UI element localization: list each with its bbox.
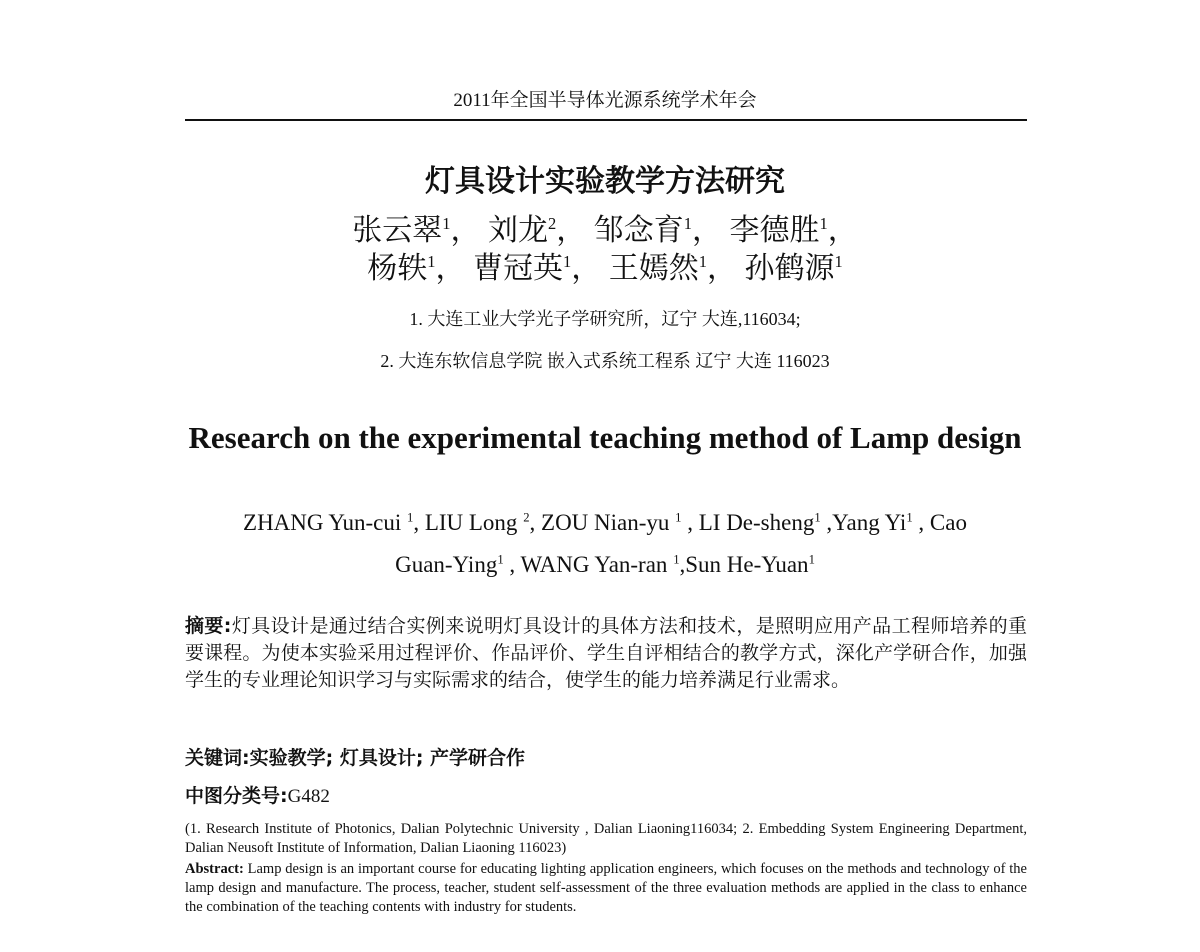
author-separator: ， — [435, 252, 466, 285]
title-en: Research on the experimental teaching method of Lamp design — [188, 420, 1022, 455]
author-cn: 曹冠英 — [473, 252, 563, 285]
author-cn: 刘龙 — [488, 214, 548, 247]
running-header: 2011年全国半导体光源系统学术年会 — [453, 90, 757, 111]
author-en: ZOU Nian-yu — [541, 510, 676, 535]
author-separator: ， — [707, 252, 737, 285]
author-en: LIU Long — [424, 510, 524, 535]
author-separator: , — [820, 510, 833, 535]
author-separator: ， — [827, 214, 858, 247]
author-affil-sup: 1 — [675, 510, 682, 525]
keywords-cn-label: 关键词: — [185, 747, 250, 769]
abstract-en-label: Abstract: — [185, 861, 244, 877]
abstract-en-text: Lamp design is an important course for educating lighting application engineers, which focuses on the methods and technology of the lamp design and manufacture. The process, teacher, student self-assessment of the three evaluation methods are applied in the class to enhance the combination of the teaching contents with industry for students. — [185, 861, 1027, 915]
author-separator: ， — [571, 252, 602, 285]
author-cn: 孙鹤源 — [744, 252, 835, 285]
author-separator: , — [679, 552, 686, 577]
authors-en-line-2 — [185, 550, 1025, 580]
author-affil-sup: 1 — [808, 552, 815, 567]
author-cn: 王嫣然 — [608, 252, 699, 285]
author-separator: ， — [692, 214, 722, 247]
author-cn: 张云翠 — [352, 214, 443, 247]
abstract-cn-text: 灯具设计是通过结合实例来说明灯具设计的具体方法和技术，是照明应用产品工程师培养的重要课程。为使本实验采用过程评价、作品评价、学生自评相结合的教学方式，深化产学研合作，加强学生的专业理论知识学习与实际需求的结合，使学生的能力培养满足行业需求。 — [185, 616, 1027, 691]
author-affil-sup: 1 — [683, 214, 692, 233]
affiliations-en: (1. Research Institute of Photonics, Dalian Polytechnic University , Dalian Liaoning116034; 2. Embedding System Engineering Department, Dalian Neusoft Institute of Information, Dalian Liaoning 116023) — [185, 821, 1027, 856]
author-en: Yang Yi — [832, 510, 907, 535]
abstract-cn — [185, 613, 1027, 694]
author-affil-sup: 1 — [819, 214, 828, 233]
author-separator: , Cao — [912, 510, 967, 535]
author-separator: ， — [556, 214, 587, 247]
keywords-cn-text: 实验教学; 灯具设计; 产学研合作 — [249, 747, 526, 769]
author-separator: , — [503, 552, 521, 577]
author-en: LI De-sheng — [698, 510, 815, 535]
clc-label: 中图分类号: — [185, 785, 288, 807]
affiliation-cn-2: 2. 大连东软信息学院 嵌入式系统工程系 辽宁 大连 116023 — [380, 351, 830, 371]
keywords-cn — [185, 745, 1027, 771]
title-cn: 灯具设计实验教学方法研究 — [425, 164, 785, 199]
affiliation-cn-1: 1. 大连工业大学光子学研究所，辽宁 大连,116034; — [409, 309, 801, 329]
author-affil-sup: 1 — [673, 552, 680, 567]
author-en: Guan-Ying — [395, 552, 498, 577]
author-affil-sup: 1 — [814, 510, 821, 525]
author-affil-sup: 1 — [406, 510, 414, 525]
author-cn: 邹念育 — [593, 214, 684, 247]
author-affil-sup: 1 — [427, 252, 436, 271]
author-affil-sup: 2 — [548, 214, 557, 233]
header-rule — [185, 119, 1027, 121]
author-separator: , — [681, 510, 699, 535]
author-separator: , — [529, 510, 542, 535]
author-affil-sup: 1 — [698, 252, 707, 271]
authors-en-line-1 — [185, 508, 1025, 538]
author-affil-sup: 1 — [906, 510, 913, 525]
author-affil-sup: 1 — [563, 252, 572, 271]
authors-cn-line-1 — [185, 212, 1025, 250]
author-en: Sun He-Yuan — [685, 552, 809, 577]
author-cn: 李德胜 — [729, 214, 820, 247]
author-en: ZHANG Yun-cui — [243, 510, 407, 535]
author-separator: , — [413, 510, 425, 535]
classification-number — [185, 783, 1027, 810]
author-affil-sup: 1 — [442, 214, 451, 233]
clc-value: G482 — [287, 786, 330, 807]
author-en: WANG Yan-ran — [520, 552, 674, 577]
author-cn: 杨轶 — [367, 252, 428, 285]
author-separator: ， — [450, 214, 481, 247]
author-affil-sup: 1 — [834, 252, 843, 271]
author-affil-sup: 2 — [523, 510, 530, 525]
abstract-en — [185, 860, 1027, 917]
abstract-cn-label: 摘要: — [185, 615, 232, 637]
author-affil-sup: 1 — [497, 552, 504, 567]
authors-cn-line-2 — [185, 250, 1025, 288]
